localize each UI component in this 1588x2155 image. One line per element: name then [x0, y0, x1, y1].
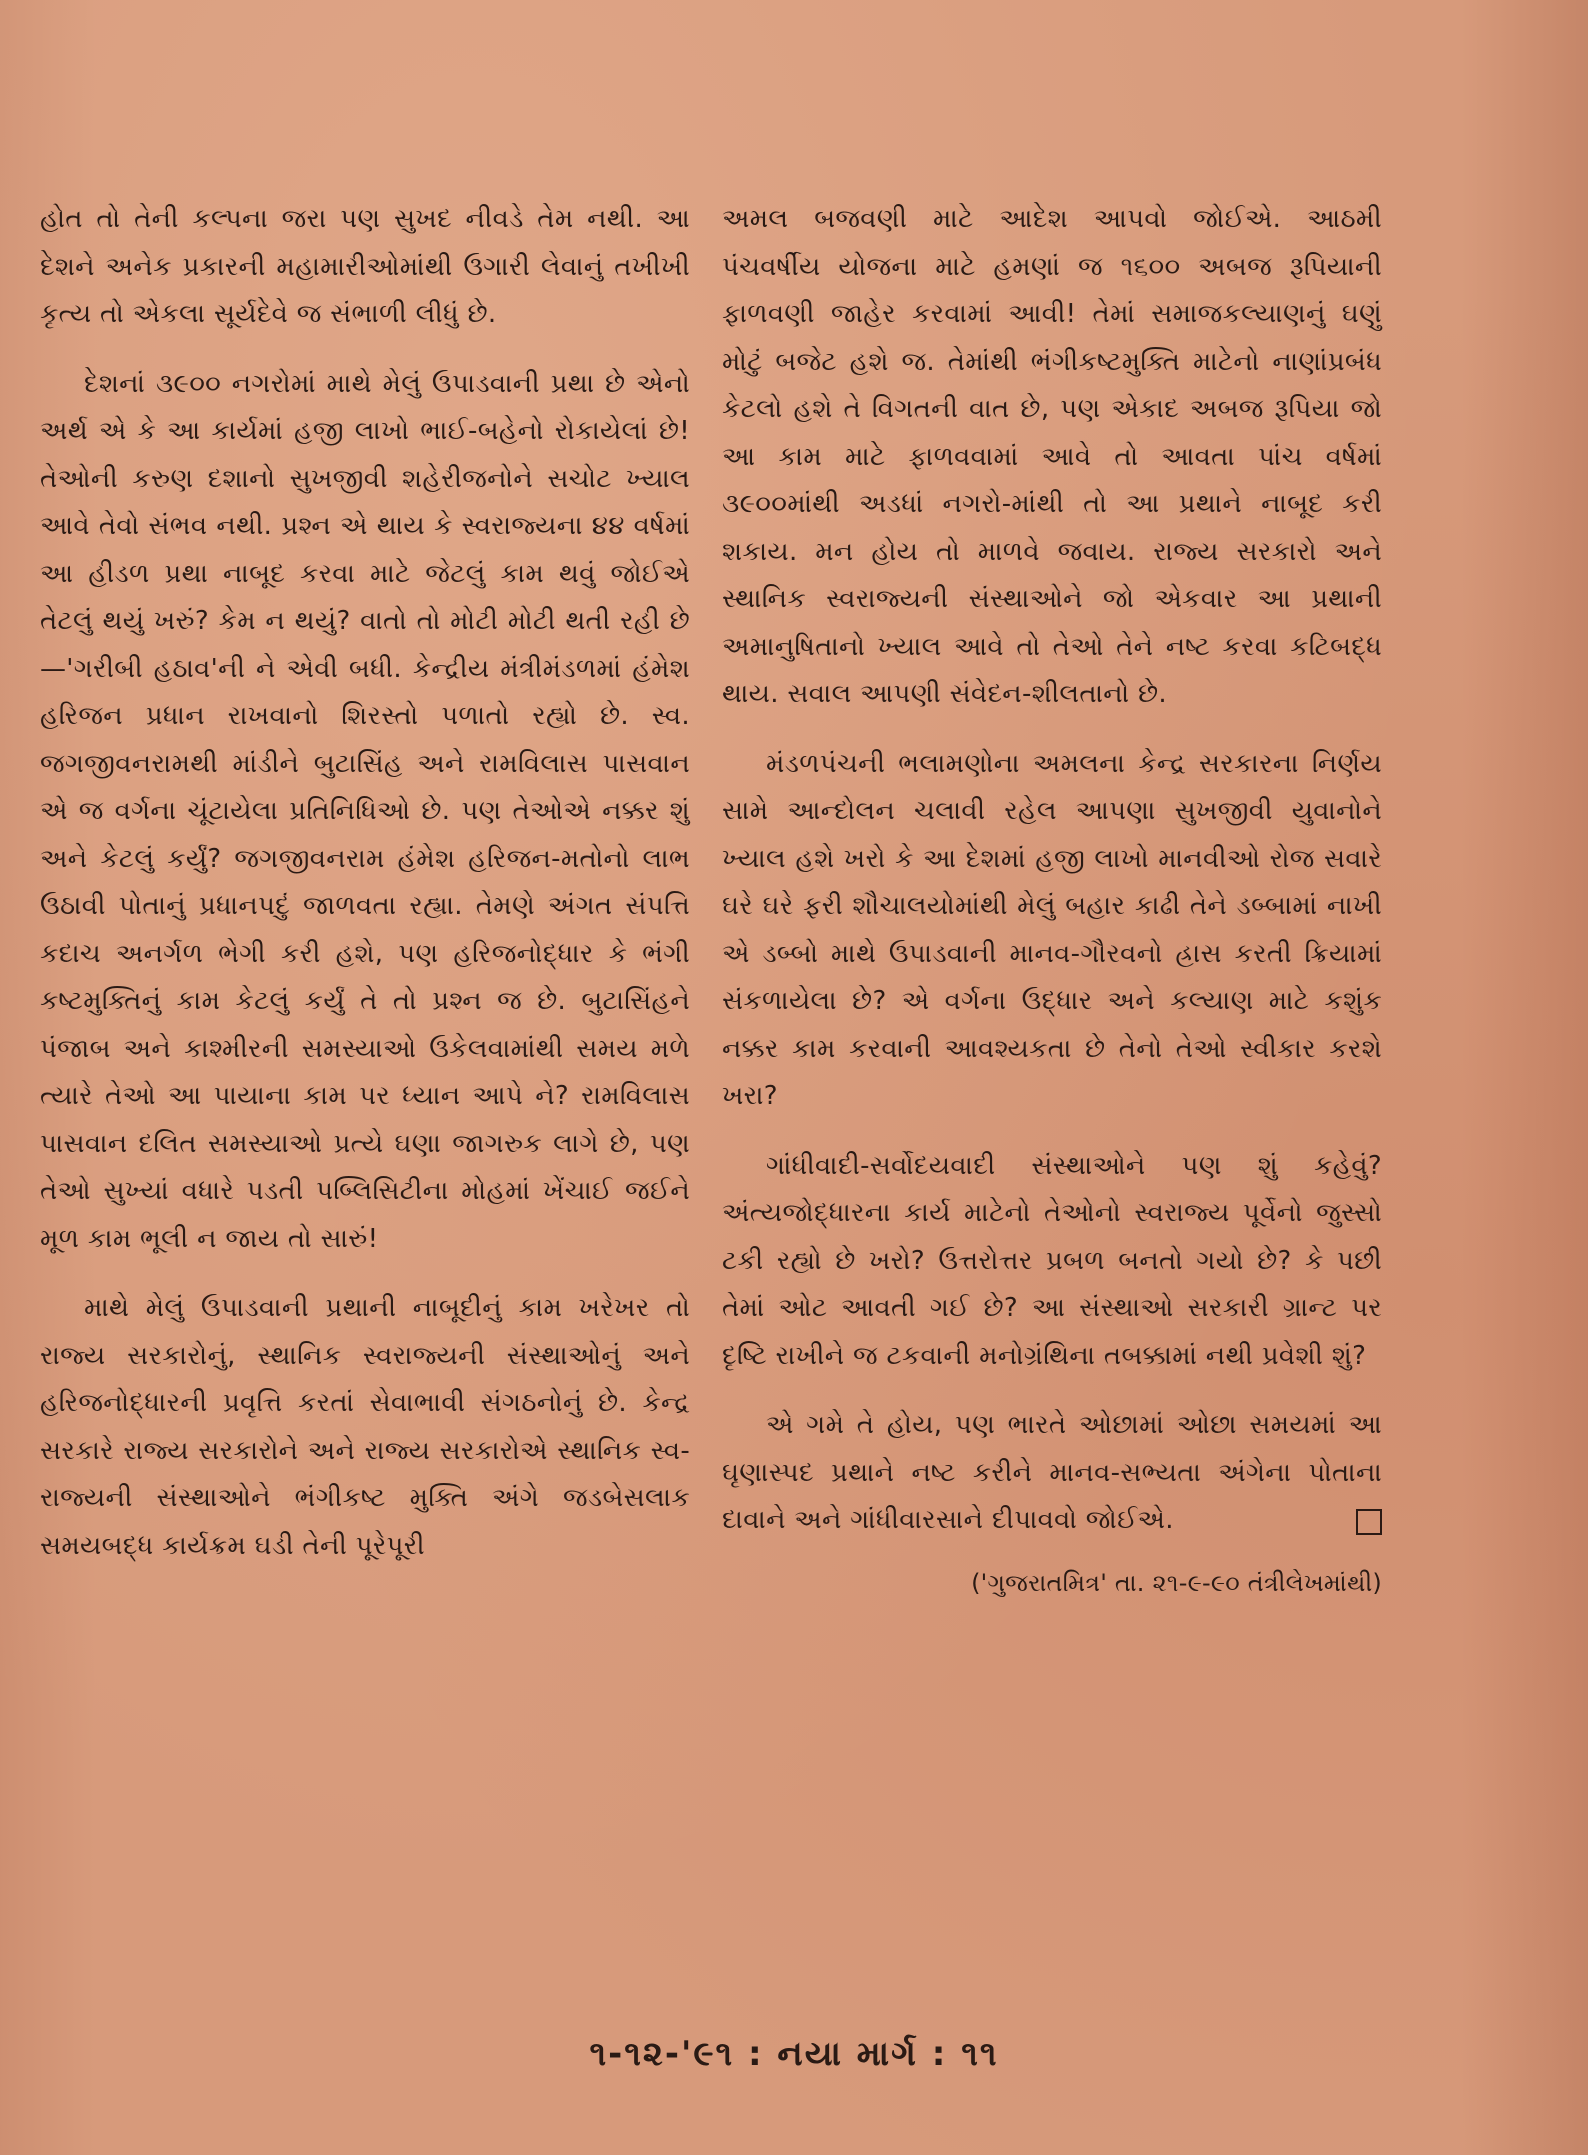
paragraph: મંડળપંચની ભલામણોના અમલના કેન્દ્ર સરકારના નિર્ણય સામે આન્દોલન ચલાવી રહેલ આપણા સુખજીવી યુવાનોને ખ્યાલ હશે ખરો કે આ દેશમાં હજી લાખો માનવીઓ રોજ સવારે ઘરે ઘરે ફરી શૌચાલયોમાંથી મેલું બહાર કાઢી તેને ડબ્બામાં નાખી એ ડબ્બો માથે ઉપાડવાની માનવ-ગૌરવનો હ્રાસ કરતી ક્રિયામાં સંકળાયેલા છે? એ વર્ગના ઉદ્ધાર અને કલ્યાણ માટે કશુંક નક્કર કામ કરવાની આવશ્યકતા છે તેનો તેઓ સ્વીકાર કરશે ખરા?: [722, 748, 1382, 1111]
square-end-mark-icon: [1356, 1509, 1382, 1535]
left-column: [40, 196, 690, 1592]
paragraph-final: [722, 1402, 1382, 1545]
paragraph: દેશનાં ૩૯૦૦ નગરોમાં માથે મેલું ઉપાડવાની પ્રથા છે એનો અર્થ એ કે આ કાર્યમાં હજી લાખો ભાઈ-બહેનો રોકાયેલાં છે! તેઓની કરુણ દશાનો સુખજીવી શહેરીજનોને સચોટ ખ્યાલ આવે તેવો સંભવ નથી. પ્રશ્ન એ થાય કે સ્વરાજ્યના ૪૪ વર્ષમાં આ હીડળ પ્રથા નાબૂદ કરવા માટે જેટલું કામ થવું જોઈએ તેટલું થયું ખરું? કેમ ન થયું? વાતો તો મોટી મોટી થતી રહી છે—'ગરીબી હઠાવ'ની ને એવી બધી. કેન્દ્રીય મંત્રીમંડળમાં હંમેશ હરિજન પ્રધાન રાખવાનો શિરસ્તો પળાતો રહ્યો છે. સ્વ. જગજીવનરામથી માંડીને બુટાસિંહ અને રામવિલાસ પાસવાન એ જ વર્ગના ચૂંટાયેલા પ્રતિનિધિઓ છે. પણ તેઓએ નક્કર શું અને કેટલું કર્યું? જગજીવનરામ હંમેશ હરિજન-મતોનો લાભ ઉઠાવી પોતાનું પ્રધાનપદું જાળવતા રહ્યા. તેમણે અંગત સંપત્તિ કદાચ અનર્ગળ ભેગી કરી હશે, પણ હરિજનોદ્ધાર કે ભંગી કષ્ટમુક્તિનું કામ કેટલું કર્યું તે તો પ્રશ્ન જ છે. બુટાસિંહને પંજાબ અને કાશ્મીરની સમસ્યાઓ ઉકેલવામાંથી સમય મળે ત્યારે તેઓ આ પાયાના કામ પર ધ્યાન આપે ને? રામવિલાસ પાસવાન દલિત સમસ્યાઓ પ્રત્યે ઘણા જાગરુક લાગે છે, પણ તેઓ સુખ્યાં વધારે પડતી પબ્લિસિટીના મોહમાં ખેંચાઈ જઈને મૂળ કામ ભૂલી ન જાય તો સારું!: [40, 368, 690, 1254]
right-column: [722, 196, 1382, 1605]
paragraph: અમલ બજવણી માટે આદેશ આપવો જોઈએ. આઠમી પંચવર્ષીય યોજના માટે હમણાં જ ૧૬૦૦ અબજ રૂપિયાની ફાળવણી જાહેર કરવામાં આવી! તેમાં સમાજકલ્યાણનું ઘણું મોટું બજેટ હશે જ. તેમાંથી ભંગીકષ્ટમુક્તિ માટેનો નાણાંપ્રબંધ કેટલો હશે તે વિગતની વાત છે, પણ એકાદ અબજ રૂપિયા જો આ કામ માટે ફાળવવામાં આવે તો આવતા પાંચ વર્ષમાં ૩૯૦૦માંથી અડધાં નગરો-માંથી તો આ પ્રથાને નાબૂદ કરી શકાય. મન હોય તો માળવે જવાય. રાજ્ય સરકારો અને સ્થાનિક સ્વરાજ્યની સંસ્થાઓને જો એકવાર આ પ્રથાની અમાનુષિતાનો ખ્યાલ આવે તો તેઓ તેને નષ્ટ કરવા કટિબદ્ધ થાય. સવાલ આપણી સંવેદન-શીલતાનો છે.: [722, 204, 1382, 709]
source-citation: ('ગુજરાતમિત્ર' તા. ૨૧-૯-૯૦ તંત્રીલેખમાંથી): [971, 1568, 1382, 1597]
paragraph: હોત તો તેની કલ્પના જરા પણ સુખદ નીવડે તેમ નથી. આ દેશને અનેક પ્રકારની મહામારીઓમાંથી ઉગારી લેવાનું તખીખી કૃત્ય તો એકલા સૂર્યદેવે જ સંભાળી લીધું છે.: [40, 204, 690, 329]
paragraph-text: એ ગમે તે હોય, પણ ભારતે ઓછામાં ઓછા સમયમાં આ ઘૃણાસ્પદ પ્રથાને નષ્ટ કરીને માનવ-સભ્યતા અંગેના પોતાના દાવાને અને ગાંધીવારસાને દીપાવવો જોઈએ.: [722, 1410, 1382, 1535]
page-footer: ૧-૧૨-'૯૧ : નયા માર્ગ : ૧૧: [589, 2034, 999, 2074]
paragraph: માથે મેલું ઉપાડવાની પ્રથાની નાબૂદીનું કામ ખરેખર તો રાજ્ય સરકારોનું, સ્થાનિક સ્વરાજ્યની સંસ્થાઓનું અને હરિજનોદ્ધારની પ્રવૃત્તિ કરતાં સેવાભાવી સંગઠનોનું છે. કેન્દ્ર સરકારે રાજ્ય સરકારોને અને રાજ્ય સરકારોએ સ્થાનિક સ્વ-રાજ્યની સંસ્થાઓને ભંગીકષ્ટ મુક્તિ અંગે જડબેસલાક સમયબદ્ધ કાર્યક્રમ ઘડી તેની પૂરેપૂરી: [40, 1293, 690, 1561]
paragraph: ગાંધીવાદી-સર્વોદયવાદી સંસ્થાઓને પણ શું કહેવું? અંત્યજોદ્ધારના કાર્ય માટેનો તેઓનો સ્વરાજ્ય પૂર્વેનો જુસ્સો ટકી રહ્યો છે ખરો? ઉત્તરોત્તર પ્રબળ બનતો ગયો છે? કે પછી તેમાં ઓટ આવતી ગઈ છે? આ સંસ્થાઓ સરકારી ગ્રાન્ટ પર દૃષ્ટિ રાખીને જ ટકવાની મનોગ્રંથિના તબક્કામાં નથી પ્રવેશી શું?: [722, 1150, 1382, 1371]
